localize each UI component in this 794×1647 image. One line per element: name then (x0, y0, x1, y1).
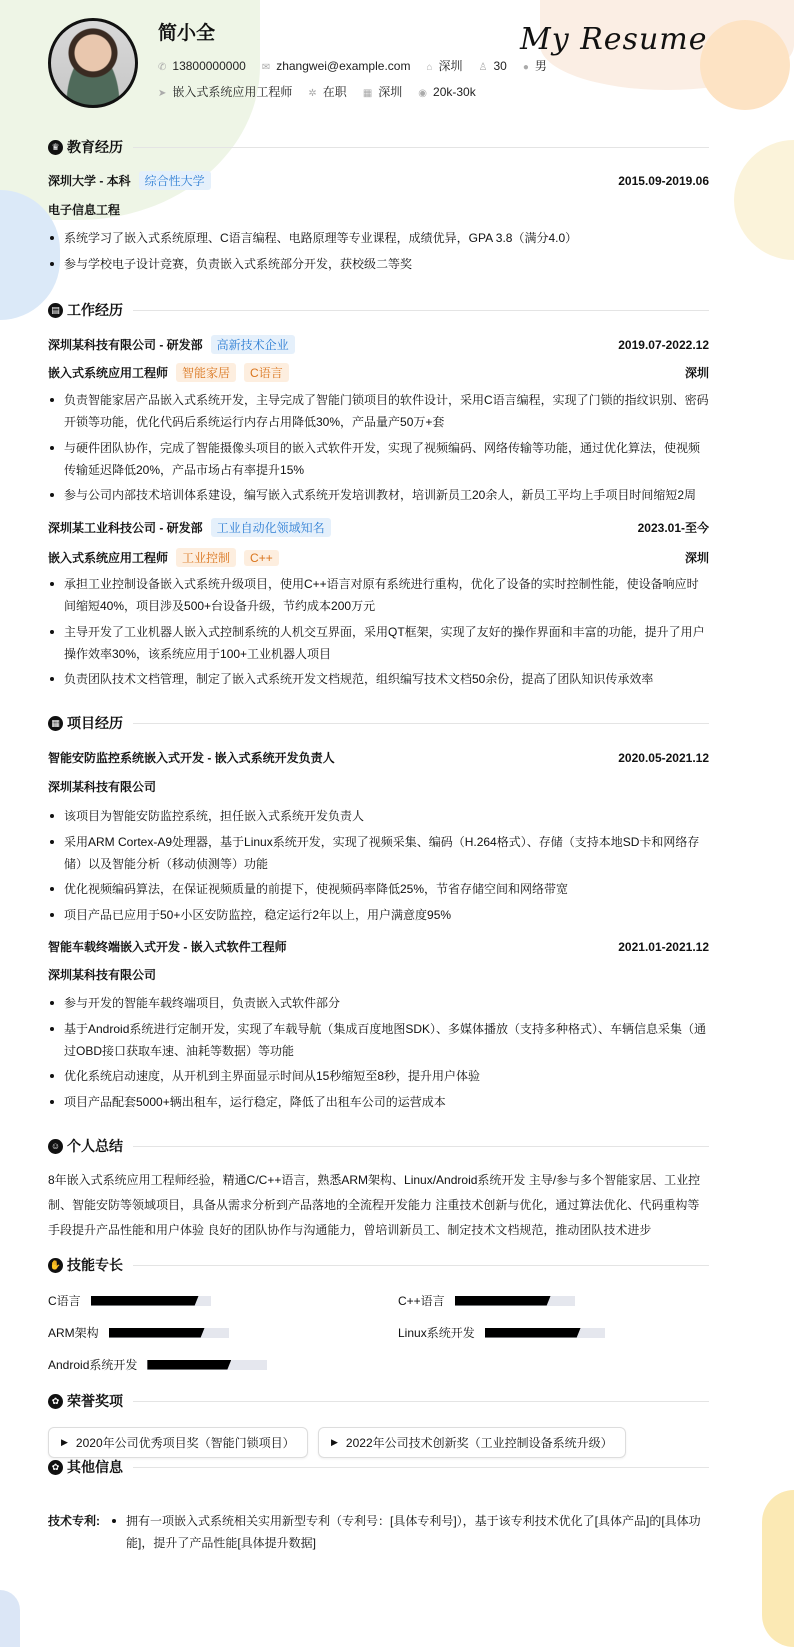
skill-tag: C++ (244, 550, 279, 566)
project-company: 深圳某科技有限公司 (48, 968, 157, 982)
skill-tag: 工业控制 (176, 548, 236, 567)
home-icon: ⌂ (426, 62, 433, 73)
contact-row-2 (158, 83, 476, 100)
section-projects: ▦ 项目经历 (48, 713, 709, 733)
project-bullets (48, 992, 709, 1116)
education-bullets (48, 227, 709, 278)
salary-icon: ◉ (418, 87, 428, 99)
decor-blue-bottom (0, 1590, 20, 1647)
thumbs-up-icon: ✋ (48, 1258, 63, 1273)
section-work: ▤ 工作经历 (48, 300, 709, 320)
target-city: ▦ 深圳 (362, 85, 403, 99)
skill-tag: 智能家居 (176, 363, 236, 382)
list-item: 参与学校电子设计竞赛，负责嵌入式系统部分开发，获校级二等奖 (48, 253, 709, 275)
list-item: 参与公司内部技术培训体系建设，编写嵌入式系统开发培训教材，培训新员工20余人，新员工平均上手项目时间缩短2周 (48, 484, 709, 506)
project-header: 智能车载终端嵌入式开发 - 嵌入式软件工程师 2021.01-2021.12 (48, 939, 709, 954)
job-intent: ➤ 嵌入式系统应用工程师 (158, 85, 293, 99)
list-item: 基于Android系统进行定制开发，实现了车载导航（集成百度地图SDK）、多媒体播放（支持多种格式）、车辆信息采集（通过OBD接口获取车速、油耗等数据）等功能 (48, 1018, 709, 1062)
project-header: 智能安防监控系统嵌入式开发 - 嵌入式系统开发负责人 2020.05-2021.12 (48, 750, 709, 765)
skill-level-bar (485, 1328, 581, 1338)
list-item: 拥有一项嵌入式系统相关实用新型专利（专利号：[具体专利号]），基于该专利技术优化了[具体产品]的[具体功能]，提升了产品性能[具体提升数据] (110, 1510, 710, 1554)
status-icon: ✲ (308, 88, 317, 99)
city: 深圳 (684, 366, 709, 380)
candidate-name: 简小全 (158, 23, 216, 44)
info-icon: ✿ (48, 1460, 63, 1475)
contact-row-1 (158, 57, 547, 74)
job-bullets (48, 573, 709, 694)
divider (133, 1401, 709, 1402)
divider (133, 310, 709, 311)
decor-yellow-blob (734, 140, 794, 260)
mail-icon: ✉ (261, 61, 271, 73)
skill-bar-track (485, 1328, 605, 1338)
list-item: 采用ARM Cortex-A9处理器，基于Linux系统开发，实现了视频采集、编码（H.264格式）、存储（支持本地SD卡和网络存储）以及智能分析（移动侦测等）功能 (48, 831, 709, 875)
skill-level-bar (455, 1296, 551, 1306)
contact-email: ✉ zhangwei@example.com (261, 58, 411, 73)
contact-phone: ✆ 13800000000 (158, 58, 246, 73)
company-tag: 工业自动化领域知名 (211, 518, 331, 537)
job-role: 嵌入式系统应用工程师 工业控制 C++ 深圳 (48, 548, 709, 567)
skill-bar-track (91, 1296, 211, 1306)
gender-icon: ● (522, 62, 529, 73)
project-bullets (48, 805, 709, 929)
section-awards: ✿ 荣誉奖项 (48, 1391, 709, 1411)
divider (133, 1146, 709, 1147)
phone-icon: ✆ (158, 61, 167, 73)
graduation-cap-icon: ♛ (48, 140, 63, 155)
skill-android: Android系统开发 (48, 1356, 267, 1373)
user-icon: ☺ (48, 1139, 63, 1154)
skill-bar-track (147, 1360, 267, 1370)
decor-yellow-flower (762, 1490, 794, 1647)
list-item: 与硬件团队协作，完成了智能摄像头项目的嵌入式软件开发，实现了视频编码、网络传输等功能，通过优化算法，使视频传输延迟降低20%，产品市场占有率提升15% (48, 437, 709, 481)
avatar (48, 18, 138, 108)
skill-level-bar (109, 1328, 205, 1338)
job-header: 深圳某科技有限公司 - 研发部 高新技术企业 2019.07-2022.12 (48, 335, 709, 354)
list-item: 项目产品已应用于50+小区安防监控，稳定运行2年以上，用户满意度95% (48, 904, 709, 926)
divider (133, 147, 709, 148)
list-item: 项目产品配套5000+辆出租车，运行稳定，降低了出租车公司的运营成本 (48, 1091, 709, 1113)
summary-text: 8年嵌入式系统应用工程师经验，精通C/C++语言，熟悉ARM架构、Linux/Android系统开发 主导/参与多个智能家居、工业控制、智能安防等领域项目，具备从需求分析到产品落地的全流程开发能力 注重技术创新与优化，通过算法优化、代码重构等手段提升产品性能和用户体验 良好的团队协作与沟通能力，曾培训新员工、制定技术文档规范，推动团队技术进步 (48, 1173, 701, 1237)
other-label: 技术专利: (48, 1514, 100, 1528)
contact-city: ⌂ 深圳 (426, 59, 463, 73)
contact-gender: ● 男 (522, 59, 547, 73)
list-item: 主导开发了工业机器人嵌入式控制系统的人机交互界面，采用QT框架，实现了友好的操作界面和丰富的功能，提升了用户操作效率30%，该系统应用于100+工业机器人项目 (48, 621, 709, 665)
list-item: 该项目为智能安防监控系统，担任嵌入式系统开发负责人 (48, 805, 709, 827)
award-item: ▶ 2020年公司优秀项目奖（智能门锁项目） (48, 1427, 308, 1458)
profile-header (48, 14, 748, 114)
date: 2019.07-2022.12 (618, 337, 709, 352)
other-bullets (110, 1510, 710, 1558)
list-item: 优化视频编码算法，在保证视频质量的前提下，使视频码率降低25%，节省存储空间和网络带宽 (48, 878, 709, 900)
section-skills: ✋ 技能专长 (48, 1255, 709, 1275)
date: 2023.01-至今 (637, 521, 709, 535)
list-item: 系统学习了嵌入式系统原理、C语言编程、电路原理等专业课程，成绩优异，GPA 3.8（满分4.0） (48, 227, 709, 249)
project-company: 深圳某科技有限公司 (48, 780, 157, 794)
section-other: ✿ 其他信息 (48, 1457, 709, 1477)
age-icon: ♙ (478, 61, 488, 73)
divider (133, 723, 709, 724)
award-item: ▶ 2022年公司技术创新奖（工业控制设备系统升级） (318, 1427, 626, 1458)
award-icon: ✿ (48, 1394, 63, 1409)
list-item: 参与开发的智能车载终端项目，负责嵌入式软件部分 (48, 992, 709, 1014)
contact-age: ♙ 30 (478, 58, 507, 73)
skill-bar-track (455, 1296, 575, 1306)
city: 深圳 (684, 551, 709, 565)
list-item: 负责团队技术文档管理，制定了嵌入式系统开发文档规范，组织编写技术文档50余份，提高了团队知识传承效率 (48, 668, 709, 690)
job-status: ✲ 在职 (308, 85, 347, 99)
divider (133, 1467, 709, 1468)
section-education: ♛ 教育经历 (48, 137, 709, 157)
school-tag: 综合性大学 (139, 171, 211, 190)
date: 2015.09-2019.06 (618, 173, 709, 188)
skill-level-bar (147, 1360, 231, 1370)
list-item: 负责智能家居产品嵌入式系统开发，主导完成了智能门锁项目的软件设计，采用C语言编程，实现了门锁的指纹识别、密码开锁等功能，优化代码后系统运行内存占用降低30%，产品量产50万+套 (48, 389, 709, 433)
grid-icon: ▦ (48, 716, 63, 731)
job-bullets (48, 389, 709, 510)
job-role: 嵌入式系统应用工程师 智能家居 C语言 深圳 (48, 363, 709, 382)
list-item: 承担工业控制设备嵌入式系统升级项目，使用C++语言对原有系统进行重构，优化了设备的实时控制性能，使设备响应时间缩短40%，项目涉及500+台设备升级，节约成本200万元 (48, 573, 709, 617)
skill-linux: Linux系统开发 (398, 1324, 605, 1341)
skill-c: C语言 (48, 1292, 211, 1309)
date: 2021.01-2021.12 (618, 939, 709, 954)
skill-tag: C语言 (244, 363, 289, 382)
send-icon: ➤ (158, 88, 167, 99)
list-item: 优化系统启动速度，从开机到主界面显示时间从15秒缩短至8秒，提升用户体验 (48, 1065, 709, 1087)
job-header: 深圳某工业科技公司 - 研发部 工业自动化领域知名 2023.01-至今 (48, 518, 709, 537)
building-icon: ▦ (362, 88, 373, 99)
briefcase-icon: ▤ (48, 303, 63, 318)
skill-level-bar (91, 1296, 199, 1306)
section-summary: ☺ 个人总结 (48, 1136, 709, 1156)
education-item: 深圳大学 - 本科 综合性大学 2015.09-2019.06 (48, 171, 709, 190)
skill-arm: ARM架构 (48, 1324, 229, 1341)
date: 2020.05-2021.12 (618, 750, 709, 765)
resume-logo: My Resume (520, 22, 708, 57)
company-tag: 高新技术企业 (211, 335, 295, 354)
salary: ◉ 20k-30k (418, 84, 476, 99)
skill-bar-track (109, 1328, 229, 1338)
major: 电子信息工程 (48, 203, 121, 217)
skill-cpp: C++语言 (398, 1292, 575, 1309)
divider (133, 1265, 709, 1266)
